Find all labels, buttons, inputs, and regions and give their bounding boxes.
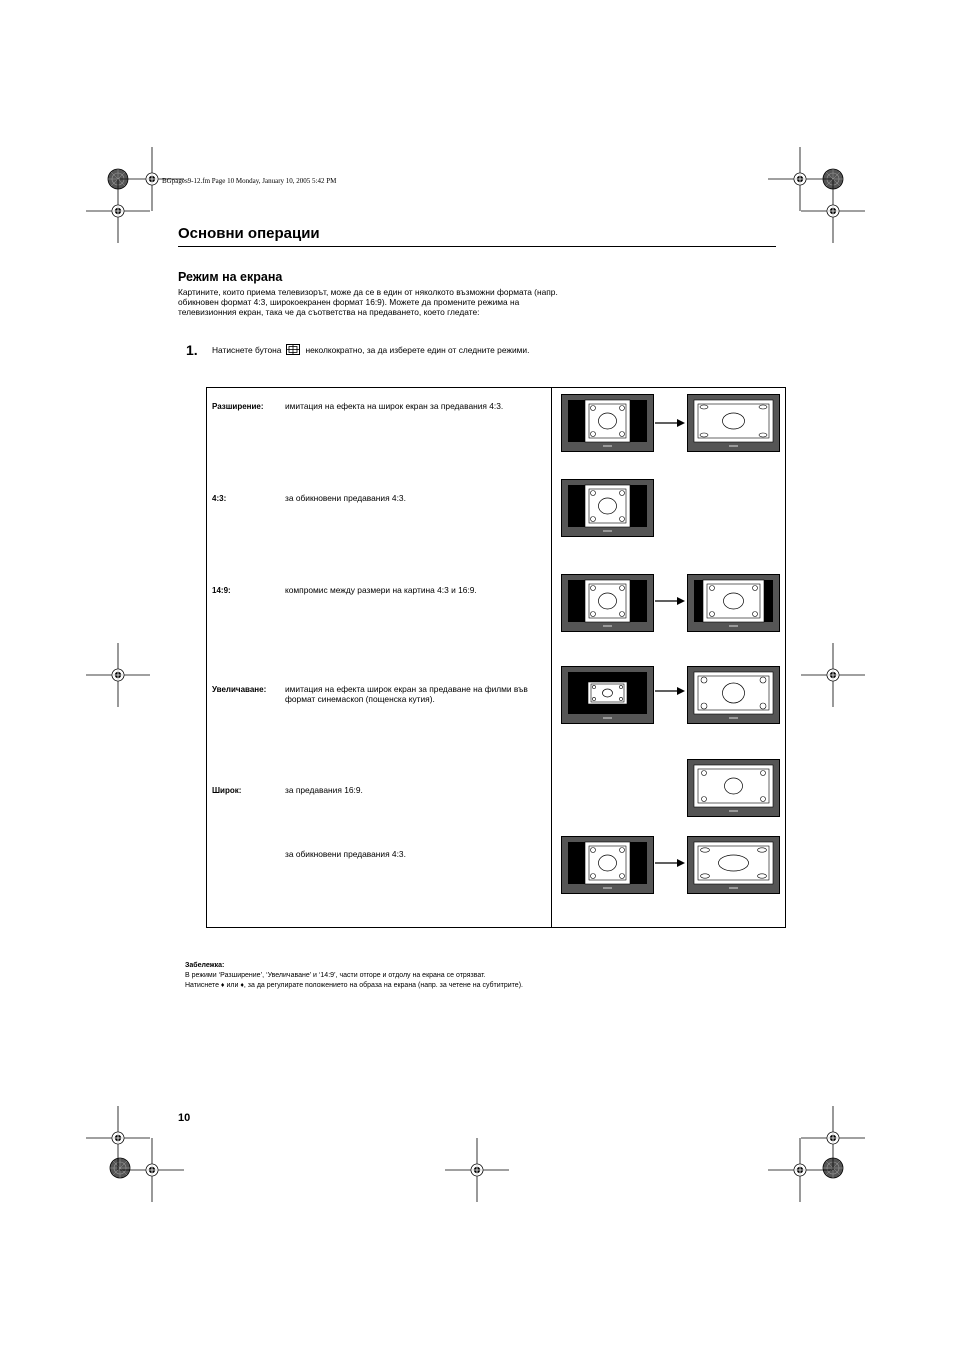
step-instruction bbox=[212, 345, 542, 356]
step-number: 1. bbox=[186, 342, 198, 358]
mode-label-14-9: 14:9: bbox=[212, 586, 231, 595]
mode-label-zoom: Увеличаване: bbox=[212, 685, 267, 694]
crosshair-registration-icon bbox=[120, 1138, 184, 1202]
note-text bbox=[185, 971, 545, 990]
tv-screen-icon bbox=[687, 759, 780, 817]
arrow-up-icon: ♦ bbox=[240, 981, 244, 989]
table-column-divider bbox=[551, 387, 552, 928]
tv-screen-icon bbox=[687, 666, 780, 724]
intro-paragraph: Картините, които приема телевизорът, може да се в един от няколкото възможни формата (напр. обикновен формат 4:3, широкоекранен формат 16:9). Можете да промените режима на телевизионния екран, така че да съответства на предаването, което гледате: bbox=[178, 287, 558, 318]
crosshair-registration-icon bbox=[445, 1138, 509, 1202]
mode-desc-14-9: компромис между размери на картина 4:3 и 16:9. bbox=[285, 585, 477, 595]
note-line-2 bbox=[185, 981, 545, 991]
arrow-down-icon: ♦ bbox=[220, 981, 225, 989]
mode-desc-wide: за предавания 16:9. bbox=[285, 785, 363, 795]
step-text-before: Натиснете бутона bbox=[212, 345, 282, 355]
page-number: 10 bbox=[178, 1112, 191, 1124]
screen-mode-icon bbox=[286, 344, 300, 355]
crosshair-registration-icon bbox=[768, 1138, 832, 1202]
note-line-2-mid: или bbox=[226, 981, 239, 989]
arrow-right-icon bbox=[655, 596, 685, 606]
tv-screen-icon bbox=[561, 836, 654, 894]
arrow-right-icon bbox=[655, 858, 685, 868]
crosshair-registration-icon bbox=[86, 179, 150, 243]
crosshair-registration-icon bbox=[801, 643, 865, 707]
step-text-after: неколкократно, за да изберете един от следните режими. bbox=[305, 345, 530, 355]
title-divider bbox=[178, 246, 776, 247]
mode-desc-zoom: имитация на ефекта широк екран за предаване на филми във формат синемаскоп (пощенска кутия). bbox=[285, 684, 528, 704]
page-title: Основни операции bbox=[178, 225, 320, 242]
mode-label-expand: Разширение: bbox=[212, 402, 264, 411]
crosshair-registration-icon bbox=[801, 1106, 865, 1170]
arrow-right-icon bbox=[655, 686, 685, 696]
tv-screen-icon bbox=[561, 666, 654, 724]
arrow-right-icon bbox=[655, 418, 685, 428]
mode-desc-expand: имитация на ефекта на широк екран за предавания 4:3. bbox=[285, 401, 504, 411]
note-title: Забележка: bbox=[185, 962, 225, 969]
tv-screen-icon bbox=[561, 574, 654, 632]
mode-desc-wide-4-3: за обикновени предавания 4:3. bbox=[285, 849, 406, 859]
note-line-1: В режими ‘Разширение’, ‘Увеличаване’ и ‘14:9’, части отгоре и отдолу на екрана се отрязват. bbox=[185, 972, 486, 979]
tv-screen-icon bbox=[687, 574, 780, 632]
tv-screen-icon bbox=[687, 394, 780, 452]
crosshair-registration-icon bbox=[86, 643, 150, 707]
tv-screen-icon bbox=[561, 394, 654, 452]
note-line-2-before: Натиснете bbox=[185, 981, 219, 989]
note-line-2-after: , за да регулирате положението на образа на екрана (напр. за четене на субтитрите). bbox=[243, 981, 523, 989]
tv-screen-icon bbox=[561, 479, 654, 537]
color-target-icon bbox=[110, 1158, 130, 1178]
file-header-info: BGpages9-12.fm Page 10 Monday, January 10, 2005 5:42 PM bbox=[162, 177, 337, 185]
section-title: Режим на екрана bbox=[178, 270, 283, 284]
mode-label-4-3: 4:3: bbox=[212, 494, 227, 503]
mode-desc-4-3: за обикновени предавания 4:3. bbox=[285, 493, 406, 503]
mode-label-wide: Широк: bbox=[212, 786, 242, 795]
crosshair-registration-icon bbox=[801, 179, 865, 243]
tv-screen-icon bbox=[687, 836, 780, 894]
crosshair-registration-icon bbox=[768, 147, 832, 211]
crosshair-registration-icon bbox=[86, 1106, 150, 1170]
